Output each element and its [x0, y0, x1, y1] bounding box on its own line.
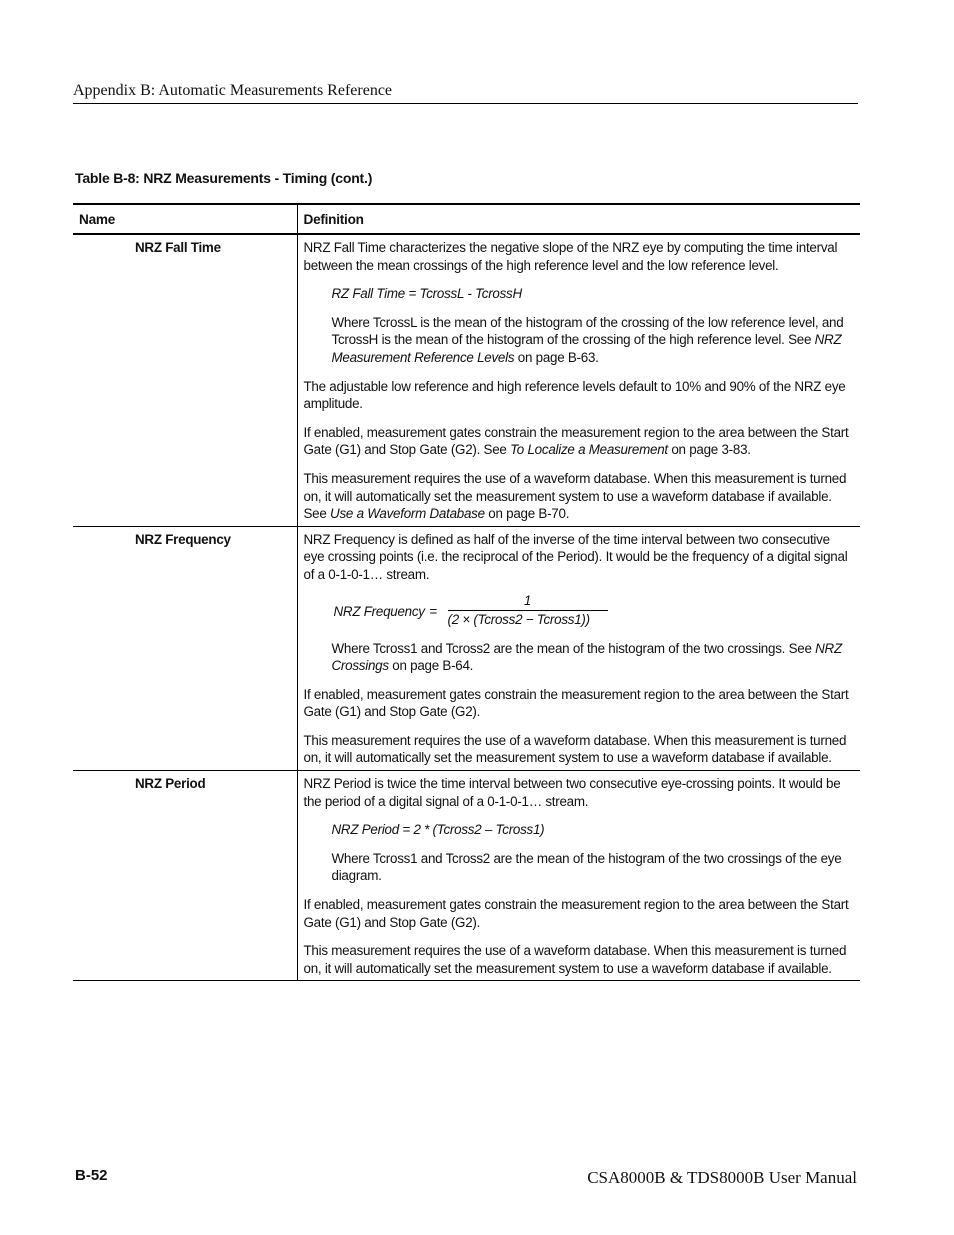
- formula: RZ Fall Time = TcrossL - TcrossH: [331, 286, 522, 302]
- table-row-nrz-period: [73, 771, 860, 981]
- gates-paragraph: If enabled, measurement gates constrain the measurement region to the area between the Start Gate (G1) and Stop Gate (G2).: [303, 686, 849, 720]
- where-paragraph: Where Tcross1 and Tcross2 are the mean of the histogram of the two crossings of the eye diagram.: [331, 850, 842, 884]
- table-row-nrz-frequency: [73, 526, 860, 770]
- formula: NRZ Period = 2 * (Tcross2 – Tcross1): [331, 822, 545, 838]
- column-header-definition: Definition: [297, 204, 860, 234]
- row-definition: [297, 234, 860, 526]
- frequency-formula: [333, 592, 855, 631]
- table-caption: Table B-8: NRZ Measurements - Timing (cont.): [75, 170, 373, 186]
- page-number: B-52: [75, 1167, 108, 1184]
- gates-paragraph: If enabled, measurement gates constrain the measurement region to the area between the Start Gate (G1) and Stop Gate (G2). See To Localize a Measurement on page 3-83.: [303, 424, 849, 458]
- cross-reference: NRZ Measurement Reference Levels: [331, 332, 842, 365]
- row-name: NRZ Period: [73, 771, 297, 981]
- formula-equals: =: [429, 603, 438, 619]
- row-name: NRZ Fall Time: [73, 234, 297, 526]
- table-header-row: [73, 204, 860, 234]
- database-paragraph: This measurement requires the use of a waveform database. When this measurement is turned on, it will automatically set the measurement system to use a waveform database if available.: [303, 732, 847, 766]
- table-row-nrz-fall-time: [73, 234, 860, 526]
- database-paragraph: This measurement requires the use of a waveform database. When this measurement is turned on, it will automatically set the measurement system to use a waveform database if available.: [303, 943, 847, 976]
- row-name: NRZ Frequency: [73, 526, 297, 770]
- database-paragraph: This measurement requires the use of a waveform database. When this measurement is turned on, it will automatically set the measurement system to use a waveform database if available. See Use a Waveform Database on page B-70.: [303, 470, 847, 522]
- row-definition: [297, 771, 860, 981]
- row-definition: [297, 526, 860, 770]
- where-paragraph: Where TcrossL is the mean of the histogram of the crossing of the low reference level, and TcrossH is the mean of the histogram of the crossing of the high reference level. See NRZ Measurement Reference Levels on page B-63.: [331, 314, 844, 365]
- definition-paragraph: NRZ Frequency is defined as half of the inverse of the time interval between two consecutive eye crossing points (i.e. the reciprocal of the Period). It would be the frequency of a digital signal of a 0-1-0-1… stream.: [303, 531, 848, 582]
- definition-paragraph: The adjustable low reference and high reference levels default to 10% and 90% of the NRZ eye amplitude.: [303, 378, 846, 412]
- nrz-timing-table: [73, 203, 860, 981]
- running-header: Appendix B: Automatic Measurements Reference: [73, 82, 858, 104]
- cross-reference: To Localize a Measurement: [510, 442, 668, 458]
- definition-paragraph: NRZ Period is twice the time interval between two consecutive eye-crossing points. It would be the period of a digital signal of a 0-1-0-1… stream.: [303, 776, 841, 809]
- where-paragraph: Where Tcross1 and Tcross2 are the mean of the histogram of the two crossings. See NRZ Crossings on page B-64.: [331, 640, 842, 674]
- cross-reference: NRZ Crossings: [331, 640, 842, 674]
- formula-numerator: 1: [523, 592, 532, 608]
- formula-denominator: (2 × (Tcross2 − Tcross1)): [447, 611, 590, 627]
- manual-title: CSA8000B & TDS8000B User Manual: [587, 1168, 857, 1187]
- formula-lhs: NRZ Frequency: [333, 603, 425, 619]
- gates-paragraph: If enabled, measurement gates constrain the measurement region to the area between the Start Gate (G1) and Stop Gate (G2).: [303, 897, 849, 930]
- cross-reference: Use a Waveform Database: [330, 506, 485, 522]
- definition-paragraph: NRZ Fall Time characterizes the negative slope of the NRZ eye by computing the time interval between the mean crossings of the high reference level and the low reference level.: [303, 240, 838, 273]
- column-header-name: Name: [73, 204, 297, 234]
